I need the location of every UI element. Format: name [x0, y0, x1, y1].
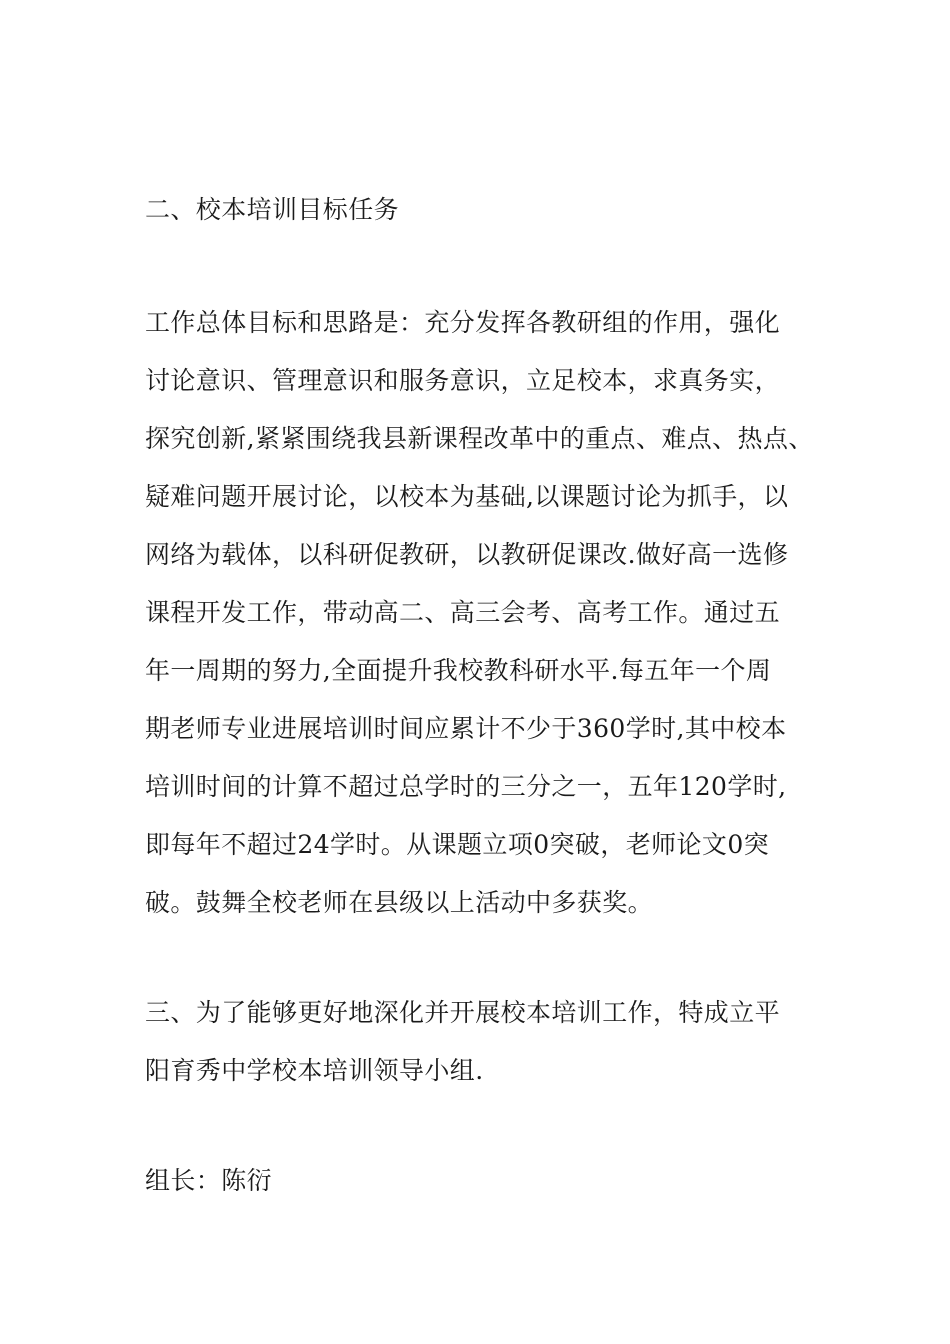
paragraph-line: 工作总体目标和思路是：充分发挥各教研组的作用，强化 [145, 308, 781, 337]
paragraph-line: 疑难问题开展讨论，以校本为基础,以课题讨论为抓手，以 [145, 482, 789, 511]
paragraph-line: 期老师专业进展培训时间应累计不少于360学时,其中校本 [145, 714, 787, 743]
section-2-heading: 二、校本培训目标任务 [145, 195, 400, 224]
paragraph-line: 网络为载体，以科研促教研，以教研促课改.做好高一选修 [145, 540, 789, 569]
leader-line: 组长：陈衍 [145, 1166, 273, 1195]
paragraph-line: 即每年不超过24学时。从课题立项0突破，老师论文0突 [145, 830, 770, 859]
paragraph-line: 培训时间的计算不超过总学时的三分之一，五年120学时, [145, 772, 787, 801]
paragraph-line: 讨论意识、管理意识和服务意识，立足校本，求真务实， [145, 366, 781, 395]
paragraph-line: 年一周期的努力,全面提升我校教科研水平.每五年一个周 [145, 656, 772, 685]
paragraph-line: 破。鼓舞全校老师在县级以上活动中多获奖。 [145, 888, 654, 917]
paragraph-line: 探究创新,紧紧围绕我县新课程改革中的重点、难点、热点、 [145, 424, 814, 453]
section-3-line: 三、为了能够更好地深化并开展校本培训工作，特成立平 [145, 998, 781, 1027]
section-3-line: 阳育秀中学校本培训领导小组. [145, 1056, 484, 1085]
paragraph-line: 课程开发工作，带动高二、高三会考、高考工作。通过五 [145, 598, 781, 627]
